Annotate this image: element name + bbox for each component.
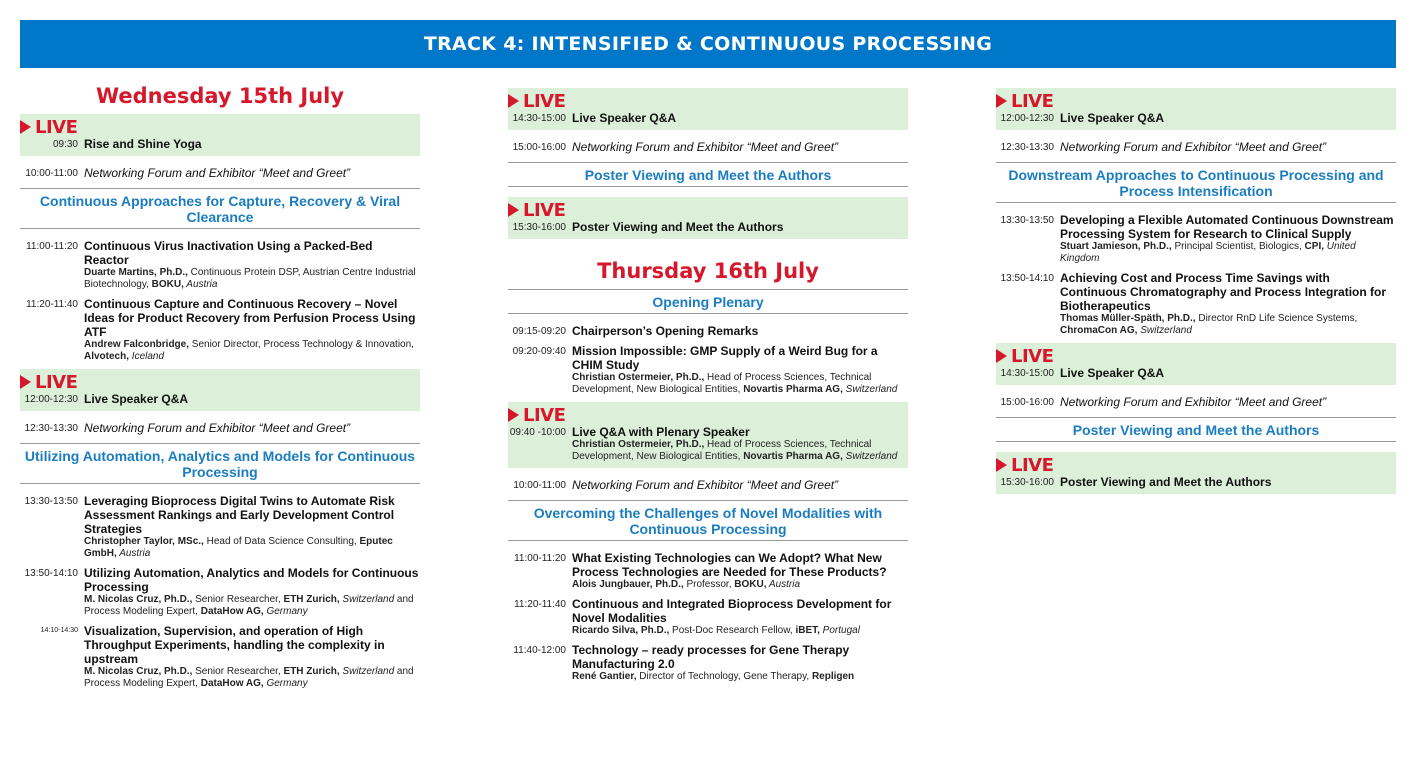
agenda-item: 11:20-11:40 Continuous and Integrated Bioprocess Development for Novel Modalities Ricardo Silva, Ph.D., Post-Doc Research Fellow, iBET, Portugal xyxy=(508,597,908,637)
column-middle xyxy=(508,88,908,689)
track-header xyxy=(20,20,1396,68)
live-session: LIVE 09:40 -10:00 Live Q&A with Plenary Speaker Christian Ostermeier, Ph.D., Head of Process Sciences, Technical Development, New Biological Entities, Novartis Pharma AG, Switzerland xyxy=(508,402,908,468)
agenda-item: 12:30-13:30 Networking Forum and Exhibitor “Meet and Greet” xyxy=(1000,140,1327,154)
play-icon xyxy=(508,203,519,217)
speaker-line: Stuart Jamieson, Ph.D., Principal Scientist, Biologics, CPI, United Kingdom xyxy=(1060,241,1356,264)
live-badge: LIVE xyxy=(20,117,416,137)
live-session: LIVE 14:30-15:00 Live Speaker Q&A xyxy=(996,343,1396,385)
play-icon xyxy=(508,408,519,422)
speaker-line: Christian Ostermeier, Ph.D., Head of Process Sciences, Technical Development, New Biological Entities, Novartis Pharma AG, Switzerland xyxy=(572,439,898,462)
live-badge: LIVE xyxy=(508,91,904,111)
session-heading: Overcoming the Challenges of Novel Modalities with Continuous Processing xyxy=(508,500,908,541)
live-session: LIVE 14:30-15:00 Live Speaker Q&A xyxy=(508,88,908,130)
agenda-item: 11:00-11:20 What Existing Technologies can We Adopt? What New Process Technologies are Needed for These Products? Alois Jungbauer, Ph.D., Professor, BOKU, Austria xyxy=(508,551,908,591)
agenda-item: 12:30-13:30 Networking Forum and Exhibitor “Meet and Greet” xyxy=(24,421,351,435)
session-heading: Continuous Approaches for Capture, Recovery & Viral Clearance xyxy=(20,188,420,229)
live-session: LIVE 12:00-12:30 Live Speaker Q&A xyxy=(996,88,1396,130)
speaker-line: M. Nicolas Cruz, Ph.D., Senior Researcher, ETH Zurich, Switzerland and Process Modeling Expert, DatаHow AG, Germany xyxy=(84,594,414,617)
agenda-item: 13:50-14:10 Achieving Cost and Process Time Savings with Continuous Chromatography and Process Integration for Biotherapeutics Thomas Müller-Späth, Ph.D., Director RnD Life Science Systems, ChromaCon AG, Switzerland xyxy=(996,271,1396,337)
track-title: TRACK 4: INTENSIFIED & CONTINUOUS PROCESSING xyxy=(423,33,993,55)
live-badge: LIVE xyxy=(508,200,904,220)
play-icon xyxy=(996,458,1007,472)
agenda-item: 09:15-09:20 Chairperson’s Opening Remarks xyxy=(512,324,759,338)
session-heading: Poster Viewing and Meet the Authors xyxy=(996,417,1396,442)
session-heading: Utilizing Automation, Analytics and Models for Continuous Processing xyxy=(20,443,420,484)
agenda-item: 15:00-16:00 Networking Forum and Exhibitor “Meet and Greet” xyxy=(1000,395,1327,409)
speaker-line: Christopher Taylor, MSc., Head of Data Science Consulting, Eputec GmbH, Austria xyxy=(84,536,393,559)
play-icon xyxy=(508,94,519,108)
speaker-line: M. Nicolas Cruz, Ph.D., Senior Researcher, ETH Zurich, Switzerland and Process Modeling Expert, DataHow AG, Germany xyxy=(84,666,414,689)
session-heading: Downstream Approaches to Continuous Processing and Process Intensification xyxy=(996,162,1396,203)
column-wednesday xyxy=(20,80,420,696)
play-icon xyxy=(996,349,1007,363)
live-badge: LIVE xyxy=(996,455,1392,475)
live-badge: LIVE xyxy=(996,91,1392,111)
agenda-item: 10:00-11:00 Networking Forum and Exhibitor “Meet and Greet” xyxy=(25,166,351,180)
speaker-line: Alois Jungbauer, Ph.D., Professor, BOKU, Austria xyxy=(572,579,801,590)
live-session: LIVE 15:30-16:00 Poster Viewing and Meet the Authors xyxy=(996,452,1396,494)
agenda-item: 11:40-12:00 Technology – ready processes for Gene Therapy Manufacturing 2.0 René Gantier, Director of Technology, Gene Therapy, Repligen xyxy=(508,643,908,683)
day-heading: Thursday 16th July xyxy=(597,259,819,283)
play-icon xyxy=(20,120,31,134)
play-icon xyxy=(996,94,1007,108)
agenda-item: 15:00-16:00 Networking Forum and Exhibitor “Meet and Greet” xyxy=(512,140,839,154)
play-icon xyxy=(20,375,31,389)
speaker-line: Thomas Müller-Späth, Ph.D., Director RnD Life Science Systems, ChromaCon AG, Switzerland xyxy=(1060,313,1358,336)
live-session: LIVE 15:30-16:00 Poster Viewing and Meet the Authors xyxy=(508,197,908,239)
day-heading: Wednesday 15th July xyxy=(95,84,345,108)
column-right xyxy=(996,88,1396,500)
live-badge: LIVE xyxy=(20,372,416,392)
agenda-item: 13:30-13:50 Leveraging Bioprocess Digital Twins to Automate Risk Assessment Rankings and Early Development Control Strategies Christopher Taylor, MSc., Head of Data Science Consulting, Eputec GmbH, Austria xyxy=(20,494,420,560)
session-heading: Poster Viewing and Meet the Authors xyxy=(508,162,908,187)
agenda-item: 11:00-11:20 Continuous Virus Inactivation Using a Packed-Bed Reactor Duarte Martins, Ph.D., Continuous Protein DSP, Austrian Centre Industrial Biotechnology, BOKU, Austria xyxy=(20,239,420,291)
agenda-item: 11:20-11:40 Continuous Capture and Continuous Recovery – Novel Ideas for Product Recovery from Perfusion Process Using ATF Andrew Falconbridge, Senior Director, Process Technology & Innovation, Alvotech, Iceland xyxy=(20,297,420,363)
live-session: LIVE 09:30 Rise and Shine Yoga xyxy=(20,114,420,156)
live-badge: LIVE xyxy=(996,346,1392,366)
speaker-line: Duarte Martins, Ph.D., Continuous Protein DSP, Austrian Centre Industrial Biotechnology, BOKU, Austria xyxy=(84,267,416,290)
speaker-line: René Gantier, Director of Technology, Gene Therapy, Repligen xyxy=(572,671,855,682)
speaker-line: Christian Ostermeier, Ph.D., Head of Process Sciences, Technical Development, New Biological Entities, Novartis Pharma AG, Switzerland xyxy=(572,372,898,395)
agenda-item: 14:10-14:30 Visualization, Supervision, and operation of High Throughput Experiments, handling the complexity in upstream M. Nicolas Cruz, Ph.D., Senior Researcher, ETH Zurich, Switzerland and Process Modeling Expert, DataHow AG, Germany xyxy=(20,624,420,690)
speaker-line: Andrew Falconbridge, Senior Director, Process Technology & Innovation, Alvotech, Iceland xyxy=(84,339,414,362)
agenda-item: 09:20-09:40 Mission Impossible: GMP Supply of a Weird Bug for a CHIM Study Christian Ostermeier, Ph.D., Head of Process Sciences, Technical Development, New Biological Entities, Novartis Pharma AG, Switzerland xyxy=(508,344,908,396)
agenda-item: 13:50-14:10 Utilizing Automation, Analytics and Models for Continuous Processing M. Nicolas Cruz, Ph.D., Senior Researcher, ETH Zurich, Switzerland and Process Modeling Expert, DatаHow AG, Germany xyxy=(24,566,419,617)
session-heading: Opening Plenary xyxy=(508,289,908,314)
speaker-line: Ricardo Silva, Ph.D., Post-Doc Research Fellow, iBET, Portugal xyxy=(572,625,860,636)
live-badge: LIVE xyxy=(508,405,904,425)
agenda-item: 13:30-13:50 Developing a Flexible Automated Continuous Downstream Processing System for Research to Clinical Supply Stuart Jamieson, Ph.D., Principal Scientist, Biologics, CPI, United Kingdom xyxy=(996,213,1396,265)
live-session: LIVE 12:00-12:30 Live Speaker Q&A xyxy=(20,369,420,411)
agenda-item: 10:00-11:00 Networking Forum and Exhibitor “Meet and Greet” xyxy=(513,478,839,492)
